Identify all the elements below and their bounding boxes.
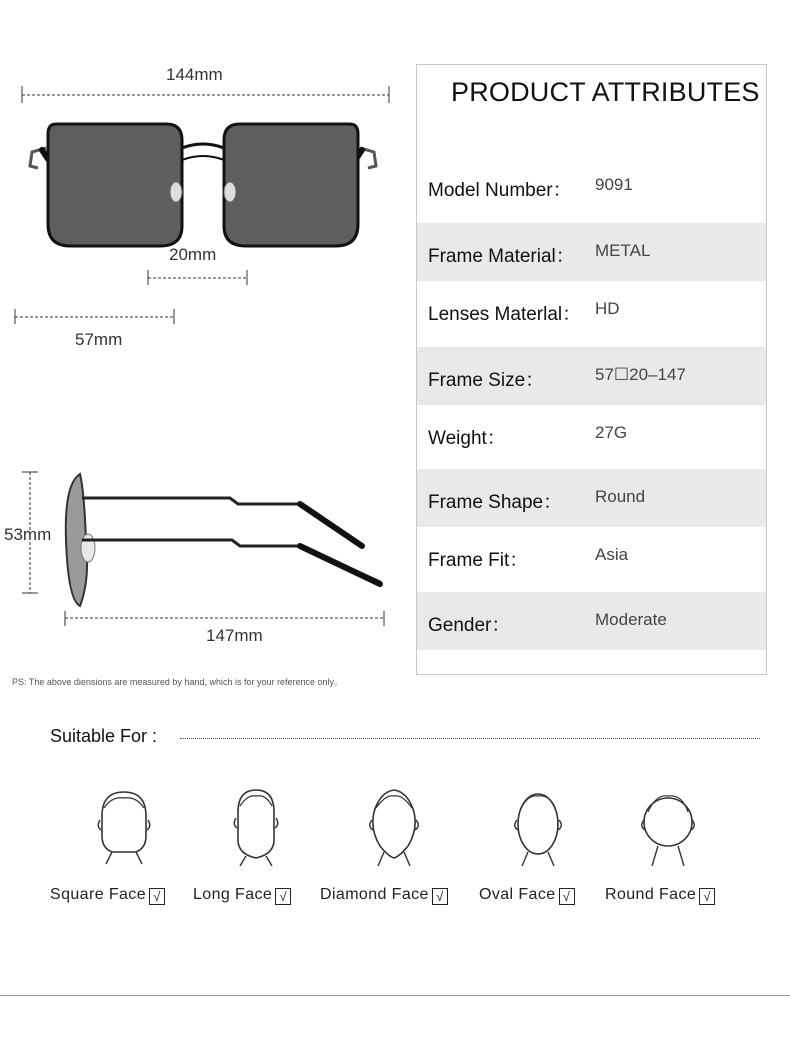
lens-width-label: 57mm <box>75 330 123 349</box>
total-width-label: 144mm <box>166 65 223 84</box>
attribute-row-frame-material <box>417 223 766 281</box>
attributes-title: PRODUCT ATTRIBUTES <box>451 77 760 107</box>
diamond-face-icon <box>362 786 426 866</box>
face-label-text: Long Face <box>193 886 273 903</box>
checkmark-icon: √ <box>432 888 448 905</box>
suitable-for-heading: Suitable For : <box>50 726 158 746</box>
attribute-label: Gender： <box>428 615 511 636</box>
bottom-divider <box>0 995 790 996</box>
face-label-long <box>193 886 291 905</box>
attribute-row-weight <box>417 405 766 463</box>
measurement-note: PS: The above diensions are measured by hand, which is for your reference only。 <box>12 677 344 687</box>
long-face-icon <box>224 786 288 866</box>
oval-face-icon <box>506 786 570 866</box>
product-attributes-panel <box>416 64 767 675</box>
attribute-value: Round <box>595 487 646 506</box>
checkmark-icon: √ <box>699 888 715 905</box>
glasses-front-illustration <box>0 0 410 360</box>
attribute-value: 57☐20–147 <box>595 365 686 384</box>
attribute-value: 9091 <box>595 175 633 194</box>
face-label-text: Oval Face <box>479 886 556 903</box>
face-label-diamond <box>320 886 448 905</box>
face-label-text: Round Face <box>605 886 697 903</box>
attribute-row-model <box>417 157 766 215</box>
attribute-value: Moderate <box>595 610 667 629</box>
checkmark-icon: √ <box>275 888 291 905</box>
attribute-label: Frame Fit： <box>428 550 529 571</box>
checkmark-icon: √ <box>559 888 575 905</box>
attribute-value: 27G <box>595 423 628 442</box>
temple-length-label: 147mm <box>206 626 263 645</box>
checkmark-icon: √ <box>149 888 165 905</box>
face-label-square <box>50 886 165 905</box>
attribute-value: METAL <box>595 241 651 260</box>
attribute-label: Lenses Materlal： <box>428 304 582 325</box>
lens-height-label: 53mm <box>4 525 52 544</box>
attribute-row-frame-size <box>417 347 766 405</box>
attribute-row-lenses-material <box>417 281 766 339</box>
face-label-round <box>605 886 715 905</box>
face-label-text: Square Face <box>50 886 147 903</box>
attribute-label: Weight： <box>428 428 506 449</box>
attribute-label: Frame Size： <box>428 370 545 391</box>
bridge-width-label: 20mm <box>169 245 217 264</box>
dotted-divider <box>180 738 760 739</box>
round-face-icon <box>636 786 700 866</box>
attribute-label: Model Number： <box>428 180 572 201</box>
attribute-row-frame-fit <box>417 527 766 585</box>
attribute-row-frame-shape <box>417 469 766 527</box>
attribute-value: Asia <box>595 545 629 564</box>
face-label-text: Diamond Face <box>320 886 429 903</box>
attribute-label: Frame Material： <box>428 246 575 267</box>
face-label-oval <box>479 886 575 905</box>
square-face-icon <box>92 786 156 866</box>
attribute-label: Frame Shape： <box>428 492 563 513</box>
attribute-value: HD <box>595 299 620 318</box>
attribute-row-gender <box>417 592 766 650</box>
glasses-side-illustration <box>0 460 410 640</box>
